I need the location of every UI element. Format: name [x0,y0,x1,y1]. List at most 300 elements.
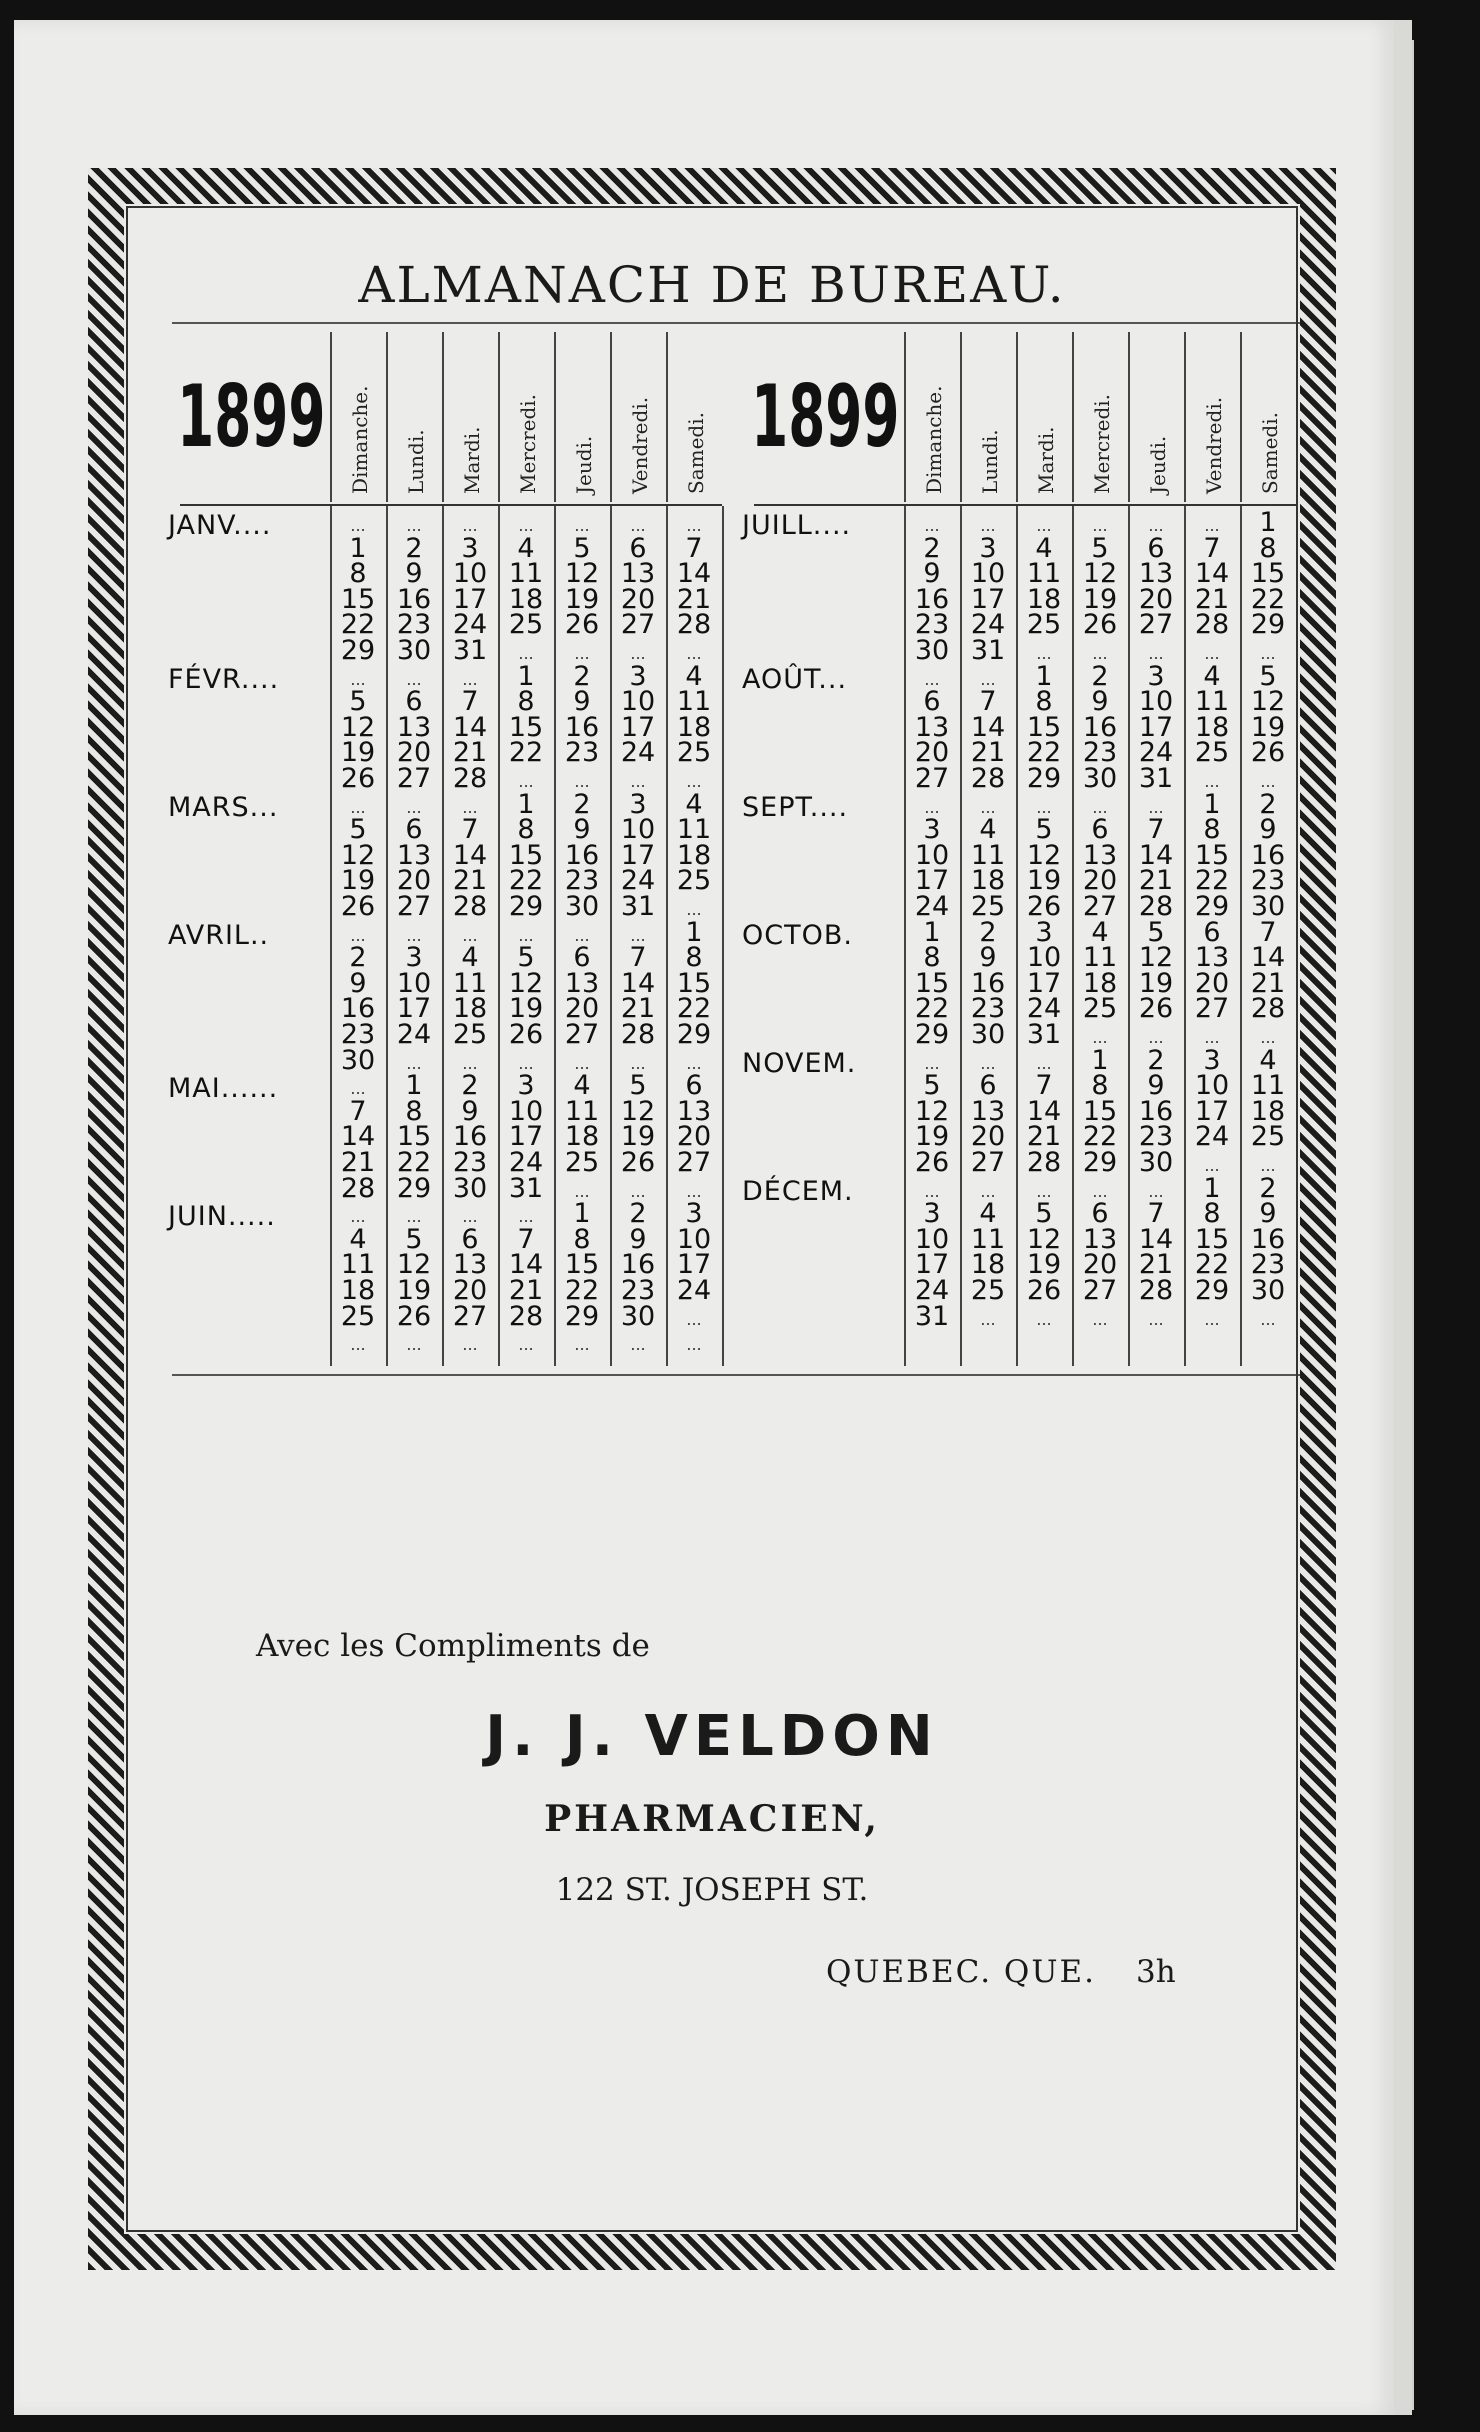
day-cell: 14 [340,1121,376,1153]
day-cell: 2 [629,1198,647,1230]
day-cell: 4 [461,942,479,974]
day-cell: 25 [452,1019,488,1050]
weekday-header: Samedi. [1240,332,1298,502]
day-cell: 3 [629,788,647,820]
day-cell: 2 [1147,1044,1165,1076]
month-label: JUIN..... [168,1201,276,1233]
empty-day-cell: ... [686,1335,702,1355]
day-cell: 4 [1091,916,1109,948]
day-cell: 7 [349,1095,367,1127]
month-label: FÉVR.... [168,663,280,695]
day-cell: 27 [1082,1275,1118,1306]
day-cell: 22 [914,993,950,1025]
empty-day-cell: ... [980,1181,996,1201]
empty-day-cell: ... [462,1053,478,1073]
day-cell: 15 [1194,839,1230,871]
empty-day-cell: ... [980,516,996,535]
day-cell: 22 [1026,737,1062,769]
day-cell: 7 [979,686,997,718]
month-label: OCTOB. [742,919,853,951]
empty-day-cell: ... [350,1335,366,1355]
day-cell: 28 [620,1019,656,1050]
year-label: 1899 [177,367,326,467]
day-cell: 13 [1082,839,1118,871]
day-cell: 19 [1250,711,1286,743]
day-cell: 29 [564,1300,600,1332]
day-cell: 16 [1082,711,1118,743]
day-cell: 9 [405,558,423,590]
day-cell: 17 [676,1249,712,1281]
empty-day-cell: ... [686,772,702,791]
empty-day-cell: ... [924,669,940,689]
empty-day-cell: ... [406,669,422,689]
empty-day-cell: ... [686,1053,702,1073]
day-cell: 11 [676,814,712,846]
empty-day-cell: ... [1148,516,1164,535]
empty-day-cell: ... [406,1053,422,1073]
day-cell: 23 [1138,1121,1174,1153]
day-cell: 15 [676,967,712,999]
day-cell: 5 [349,814,367,846]
day-cell: 8 [1259,532,1277,564]
day-cell: 24 [1026,993,1062,1025]
day-cell: 10 [620,686,656,718]
day-cell: 6 [1091,814,1109,846]
day-cell: 27 [396,763,432,794]
day-cell: 2 [573,660,591,692]
day-cell: 19 [1026,1249,1062,1281]
day-cell: 6 [1203,916,1221,948]
day-cell: 16 [564,839,600,871]
day-cell: 8 [1091,1070,1109,1102]
empty-day-cell: ... [406,925,422,945]
day-cell: 19 [564,583,600,615]
day-cell: 25 [970,1275,1006,1306]
day-cell: 9 [923,558,941,590]
day-cell: 13 [914,711,950,743]
day-cell: 1 [1035,660,1053,692]
day-cell: 29 [1250,609,1286,641]
compliments-line: Avec les Compliments de [256,1628,650,1664]
day-cell: 16 [914,583,950,615]
day-cell: 26 [620,1147,656,1178]
day-cell: 13 [396,839,432,871]
day-cell: 15 [564,1249,600,1281]
day-cell: 19 [340,865,376,897]
day-cell: 19 [620,1121,656,1153]
day-cell: 8 [923,942,941,974]
day-cell: 9 [1259,1198,1277,1230]
day-cell: 10 [620,814,656,846]
day-cell: 23 [1082,737,1118,769]
empty-day-cell: ... [630,516,646,535]
day-cell: 1 [517,660,535,692]
day-cell: 9 [573,686,591,718]
day-cell: 25 [676,737,712,769]
day-cell: 21 [1026,1121,1062,1153]
day-cell: 17 [1138,711,1174,743]
day-cell: 26 [564,609,600,641]
day-cell: 10 [1026,942,1062,974]
empty-day-cell: ... [350,1207,366,1227]
day-cell: 13 [1138,558,1174,590]
day-cell: 5 [517,942,535,974]
day-cell: 17 [620,711,656,743]
empty-day-cell: ... [1260,1028,1276,1047]
day-cell: 23 [452,1147,488,1178]
day-cell: 15 [340,583,376,615]
day-cell: 31 [1138,763,1174,794]
day-cell: 17 [914,865,950,897]
day-cell: 18 [970,865,1006,897]
day-cell: 31 [452,635,488,666]
day-cell: 21 [452,737,488,769]
empty-day-cell: ... [980,1053,996,1073]
day-cell: 20 [564,993,600,1025]
day-cell: 25 [1026,609,1062,641]
empty-day-cell: ... [1204,516,1220,535]
weekday-header: Jeudi. [1128,332,1186,502]
day-cell: 14 [620,967,656,999]
empty-day-cell: ... [630,1335,646,1355]
empty-day-cell: ... [980,1309,996,1329]
day-cell: 23 [396,609,432,641]
day-cell: 14 [1250,942,1286,974]
day-cell: 8 [685,942,703,974]
month-label: NOVEM. [742,1047,857,1079]
day-cell: 11 [1026,558,1062,590]
day-cell: 21 [1138,1249,1174,1281]
day-cell: 24 [970,609,1006,641]
empty-day-cell: ... [574,772,590,791]
day-cell: 10 [1194,1070,1230,1102]
empty-day-cell: ... [462,925,478,945]
day-cell: 22 [1194,865,1230,897]
day-cell: 25 [676,865,712,897]
day-cell: 31 [620,891,656,922]
day-cell: 7 [461,686,479,718]
day-cell: 7 [685,532,703,564]
empty-day-cell: ... [1204,1309,1220,1329]
day-cell: 18 [676,839,712,871]
day-cell: 14 [452,711,488,743]
day-cell: 10 [508,1095,544,1127]
empty-day-cell: ... [462,669,478,689]
day-cell: 28 [1026,1147,1062,1178]
day-cell: 28 [508,1300,544,1332]
day-cell: 4 [979,1198,997,1230]
day-cell: 26 [1026,1275,1062,1306]
day-cell: 14 [676,558,712,590]
day-cell: 2 [1259,1172,1277,1204]
empty-day-cell: ... [1148,797,1164,817]
day-cell: 27 [1194,993,1230,1025]
empty-day-cell: ... [1092,1028,1108,1047]
day-cell: 18 [970,1249,1006,1281]
day-cell: 25 [970,891,1006,922]
day-cell: 6 [629,532,647,564]
month-label: DÉCEM. [742,1175,854,1207]
month-label: JANV.... [168,510,272,541]
day-cell: 12 [620,1095,656,1127]
day-cell: 30 [1138,1147,1174,1178]
day-cell: 11 [970,1223,1006,1255]
day-cell: 13 [620,558,656,590]
empty-day-cell: ... [574,516,590,535]
month-label: AVRIL.. [168,919,270,951]
day-cell: 9 [1147,1070,1165,1102]
day-cell: 14 [1138,839,1174,871]
weekday-header: Dimanche. [904,332,962,502]
day-cell: 26 [914,1147,950,1178]
day-cell: 30 [914,635,950,666]
header-rule [180,504,722,506]
day-cell: 29 [1194,1275,1230,1306]
day-cell: 7 [517,1223,535,1255]
day-cell: 28 [676,609,712,641]
day-cell: 19 [914,1121,950,1153]
day-cell: 7 [1035,1070,1053,1102]
empty-day-cell: ... [1148,1028,1164,1047]
print-code: 3h [1136,1954,1176,1990]
day-cell: 23 [1250,865,1286,897]
day-cell: 5 [573,532,591,564]
street-address: 122 ST. JOSEPH ST. [555,1872,869,1908]
empty-day-cell: ... [630,644,646,663]
day-cell: 25 [508,609,544,641]
day-cell: 7 [629,942,647,974]
day-cell: 21 [1194,583,1230,615]
day-cell: 3 [405,942,423,974]
empty-day-cell: ... [574,1181,590,1201]
day-cell: 31 [914,1300,950,1332]
empty-day-cell: ... [1204,1028,1220,1047]
pharmacist-name: J. J. VELDON [485,1704,939,1769]
day-cell: 18 [564,1121,600,1153]
day-cell: 11 [1250,1070,1286,1102]
empty-day-cell: ... [1148,1181,1164,1201]
empty-day-cell: ... [1092,797,1108,817]
month-label: SEPT.... [742,791,849,823]
day-cell: 12 [1250,686,1286,718]
day-cell: 26 [1082,609,1118,641]
day-cell: 14 [1026,1095,1062,1127]
day-cell: 22 [564,1275,600,1306]
day-cell: 2 [405,532,423,564]
day-cell: 30 [1250,1275,1286,1306]
day-cell: 18 [340,1275,376,1306]
day-cell: 26 [1138,993,1174,1025]
day-cell: 10 [676,1223,712,1255]
day-cell: 18 [452,993,488,1025]
empty-day-cell: ... [518,1053,534,1073]
empty-day-cell: ... [924,1053,940,1073]
empty-day-cell: ... [686,1181,702,1201]
day-cell: 20 [1138,583,1174,615]
empty-day-cell: ... [686,900,702,919]
empty-day-cell: ... [686,1309,702,1329]
day-cell: 6 [685,1070,703,1102]
empty-day-cell: ... [1204,1156,1220,1175]
day-cell: 6 [405,814,423,846]
empty-day-cell: ... [574,644,590,663]
day-cell: 23 [914,609,950,641]
day-cell: 9 [573,814,591,846]
day-cell: 20 [452,1275,488,1306]
day-cell: 16 [970,967,1006,999]
day-cell: 4 [1035,532,1053,564]
day-cell: 15 [1194,1223,1230,1255]
day-cell: 30 [564,891,600,922]
day-cell: 1 [517,788,535,820]
day-cell: 3 [629,660,647,692]
day-cell: 30 [452,1172,488,1204]
day-cell: 22 [1194,1249,1230,1281]
day-cell: 23 [564,737,600,769]
day-cell: 13 [1194,942,1230,974]
day-cell: 8 [1035,686,1053,718]
empty-day-cell: ... [1204,772,1220,791]
day-cell: 12 [1026,1223,1062,1255]
empty-day-cell: ... [462,1335,478,1355]
empty-day-cell: ... [1036,1309,1052,1329]
day-cell: 14 [452,839,488,871]
empty-day-cell: ... [1260,772,1276,791]
day-cell: 11 [340,1249,376,1281]
day-cell: 31 [970,635,1006,666]
day-cell: 26 [340,763,376,794]
day-cell: 23 [340,1019,376,1050]
day-cell: 18 [1194,711,1230,743]
day-cell: 1 [685,916,703,948]
empty-day-cell: ... [630,1053,646,1073]
day-cell: 5 [1035,1198,1053,1230]
day-cell: 5 [405,1223,423,1255]
day-cell: 27 [396,891,432,922]
day-cell: 3 [517,1070,535,1102]
day-cell: 20 [1082,1249,1118,1281]
day-cell: 2 [1091,660,1109,692]
day-cell: 3 [1147,660,1165,692]
day-cell: 12 [508,967,544,999]
day-cell: 26 [340,891,376,922]
year-label: 1899 [751,367,900,467]
day-cell: 29 [1026,763,1062,794]
day-cell: 8 [405,1095,423,1127]
empty-day-cell: ... [350,516,366,535]
empty-day-cell: ... [1260,1309,1276,1329]
day-cell: 13 [1082,1223,1118,1255]
day-cell: 10 [452,558,488,590]
day-cell: 12 [914,1095,950,1127]
day-cell: 25 [1194,737,1230,769]
empty-day-cell: ... [630,1181,646,1201]
day-cell: 21 [508,1275,544,1306]
day-cell: 13 [564,967,600,999]
day-cell: 21 [340,1147,376,1178]
day-cell: 8 [1203,814,1221,846]
day-cell: 15 [1026,711,1062,743]
day-cell: 12 [340,839,376,871]
day-cell: 2 [979,916,997,948]
day-cell: 2 [1259,788,1277,820]
empty-day-cell: ... [350,1079,366,1099]
empty-day-cell: ... [1260,1156,1276,1175]
day-cell: 14 [1138,1223,1174,1255]
day-cell: 16 [340,993,376,1025]
day-cell: 8 [1203,1198,1221,1230]
month-label: JUILL.... [742,510,852,541]
empty-day-cell: ... [574,925,590,945]
day-cell: 13 [396,711,432,743]
day-cell: 17 [452,583,488,615]
day-cell: 19 [1026,865,1062,897]
day-cell: 27 [914,763,950,794]
day-cell: 6 [1147,532,1165,564]
day-cell: 15 [914,967,950,999]
weekday-header: Dimanche. [330,332,388,502]
day-cell: 18 [676,711,712,743]
empty-day-cell: ... [1036,1181,1052,1201]
weekday-header: Mercredi. [498,332,556,502]
day-cell: 26 [508,1019,544,1050]
day-cell: 29 [676,1019,712,1050]
day-cell: 28 [1250,993,1286,1025]
day-cell: 24 [1194,1121,1230,1153]
day-cell: 8 [517,686,535,718]
day-cell: 12 [1082,558,1118,590]
day-cell: 9 [629,1223,647,1255]
day-cell: 1 [1259,507,1277,538]
day-cell: 21 [970,737,1006,769]
day-cell: 5 [923,1070,941,1102]
day-cell: 3 [923,814,941,846]
day-cell: 1 [1091,1044,1109,1076]
day-cell: 20 [396,737,432,769]
day-cell: 15 [508,711,544,743]
day-cell: 17 [1026,967,1062,999]
day-cell: 11 [452,967,488,999]
empty-day-cell: ... [518,925,534,945]
day-cell: 20 [396,865,432,897]
day-cell: 4 [979,814,997,846]
day-cell: 23 [620,1275,656,1306]
empty-day-cell: ... [518,644,534,663]
page-title: ALMANACH DE BUREAU. [358,256,1066,314]
day-cell: 22 [1250,583,1286,615]
empty-day-cell: ... [1036,644,1052,663]
day-cell: 17 [396,993,432,1025]
day-cell: 10 [914,839,950,871]
empty-day-cell: ... [574,1053,590,1073]
day-cell: 16 [564,711,600,743]
day-cell: 21 [452,865,488,897]
day-cell: 11 [676,686,712,718]
empty-day-cell: ... [406,1335,422,1355]
day-cell: 12 [1138,942,1174,974]
day-cell: 6 [461,1223,479,1255]
day-cell: 22 [676,993,712,1025]
empty-day-cell: ... [350,669,366,689]
day-cell: 9 [1259,814,1277,846]
empty-day-cell: ... [1036,516,1052,535]
day-cell: 19 [1082,583,1118,615]
day-cell: 3 [923,1198,941,1230]
day-cell: 21 [1250,967,1286,999]
empty-day-cell: ... [1092,516,1108,535]
empty-day-cell: ... [924,1181,940,1201]
weekday-header: Lundi. [386,332,444,502]
